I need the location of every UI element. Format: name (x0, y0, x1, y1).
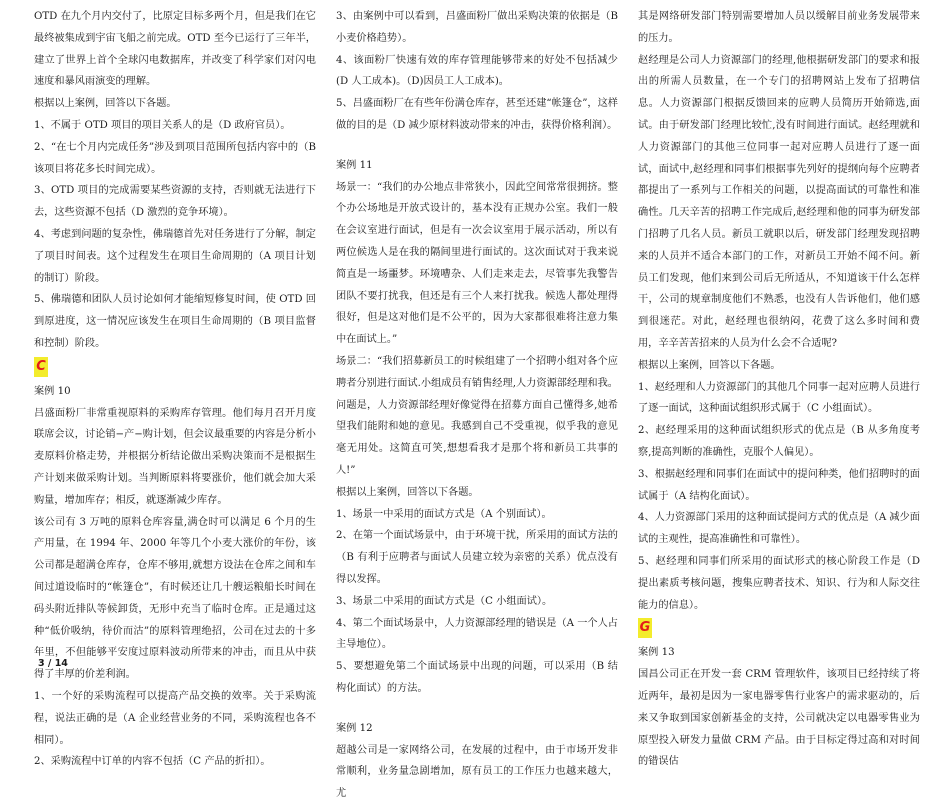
paragraph: 4、考虑到问题的复杂性，佛瑞德首先对任务进行了分解，制定了项目时间表。这个过程发生在项目生命周期的（A 项目计划的制订）阶段。 (34, 228, 316, 284)
paragraph: 吕盛面粉厂非常重视原料的采购库存管理。他们每月召开月度联席会议，讨论销−产−购计划，但会议最重要的内容是分析小麦原料价格走势，并根据分析结论做出采购决策而不是根据生产计划来做采购计划。当判断原料将要涨价，他们就会加大采购量，增加库存；相反，就逐渐减少库存。 (34, 407, 316, 506)
paragraph: 赵经理是公司人力资源部门的经理,他根据研发部门的要求和报出的所需人员数量，在一个专门的招聘网站上发布了招聘信息。人力资源部门根据反馈回来的应聘人员简历开始筛选,面试。由于研发部门经理比较忙,没有时间进行面试。赵经理就和人力资源部门的其他三位同事一起对应聘人员进行了逐一面试，面试中,赵经理和同事们根据事先列好的提纲向每个应聘者都提出了一系列与工作相关的问题，以提高面试的可靠性和准确性。几天辛苦的招聘工作完成后,赵经理和他的同事为研发部门招聘了几名人员。新员工就职以后，研发部门经理发现招聘来的人员并不适合本部门的工作，对新员工开始不闻不问。新员工们发现，他们来到公司后无所适从，不知道该干什么怎样干，公司的规章制度他们不熟悉，也没有人告诉他们，他们感到很迷茫。对此，赵经理也很纳闷，花费了这么多时间和费用，辛辛苦苦招来的人员为什么会不合适呢? (638, 54, 920, 349)
section-letter-badge: C (34, 357, 48, 377)
paragraph: 2、“在七个月内完成任务”涉及到项目范围所包括内容中的（B 该项目将花多长时间完成）。 (34, 141, 316, 175)
paragraph: 5、要想避免第二个面试场景中出现的问题，可以采用（B 结构化面试）的方法。 (336, 661, 618, 694)
paragraph: 4、该面粉厂快速有效的库存管理能够带来的好处不包括减少(D 人工成本)。（D)因员工人工成本)。 (336, 54, 618, 88)
paragraph: 案例 11 (336, 159, 373, 171)
paragraph: 5、佛瑞德和团队人员讨论如何才能缩短修复时间，使 OTD 回到原进度，这一情况应该发生在项目生命周期的（B 项目监督和控制）阶段。 (34, 294, 316, 349)
paragraph: 1、一个好的采购流程可以提高产品交换的效率。关于采购流程，说法正确的是（A 企业经营业务的不同，采购流程也各不相同）。 (34, 690, 316, 746)
paragraph: 3、由案例中可以看到，吕盛面粉厂做出采购决策的依据是（B 小麦价格趋势）。 (336, 11, 618, 44)
paragraph: 3、根据赵经理和同事们在面试中的提问种类，他们招聘时的面试属于（A 结构化面试）。 (638, 468, 920, 502)
paragraph: 该公司有 3 万吨的原料仓库容量,满仓时可以满足 6 个月的生产用量，在 1994 年、2000 年等几个小麦大涨价的年份，该公司都是超满仓库存，仓库不够用,就想方设法在仓库之间和车间过道设临时的“帐篷仓”，有时候还让几十艘运粮船长时间在码头附近排队等候卸货，无形中充当了临时仓库。正是通过这种“低价吸纳，待价而沽”的原料管理绝招，公司在过去的十多年里，不但能够平安度过原料波动所带来的冲击，而且从中获得了丰厚的价差利润。 (34, 516, 316, 681)
paragraph: 场景一：“我们的办公地点非常狭小，因此空间常常很拥挤。整个办公场地是开放式设计的，基本没有正规办公室。我们一般在会议室进行面试，但是有一次会议室用于展示活动，所以有两位候选人是在我的隔间里进行面试的。这次面试对于我来说简直是一场噩梦。环境嘈杂、人们走来走去，尽管事先我警告团队不要打扰我，但还是有三个人来打扰我。候选人都处理得很好，但是这对他们是不公平的，因为大家都很难将注意力集中在面试上。” (336, 181, 618, 346)
paragraph: 5、吕盛面粉厂在有些年份满仓库存，甚至还建“帐篷仓”，这样做的目的是（D 减少原材料波动带来的冲击，获得价格利润）。 (336, 98, 618, 131)
paragraph: 4、第二个面试场景中，人力资源部经理的错误是（A 一个人占主导地位）。 (336, 617, 618, 651)
paragraph-spacer (336, 700, 618, 718)
paragraph: 案例 10 (34, 385, 71, 397)
paragraph: 2、在第一个面试场景中，由于环境干扰，所采用的面试方法的（B 有利于应聘者与面试人员建立较为亲密的关系）优点没有得以发挥。 (336, 530, 618, 585)
section-letter-badge: G (638, 618, 652, 638)
paragraph: 超越公司是一家网络公司，在发展的过程中，由于市场开发非常顺利，业务量急剧增加，原有员工的工作压力也越来越大，尤 (336, 744, 618, 800)
paragraph: 案例 13 (638, 647, 675, 659)
text-column-2 (336, 6, 618, 805)
paragraph: 3、OTD 项目的完成需要某些资源的支持，否则就无法进行下去，这些资源不包括（D 激烈的竞争环境）。 (34, 185, 316, 219)
paragraph: 根据以上案例，回答以下各题。 (638, 359, 781, 371)
paragraph: 场景二：“我们招募新员工的时候组建了一个招聘小组对各个应聘者分别进行面试.小组成员有销售经理,人力资源部经理和我。问题是，人力资源部经理好像觉得在招募方面自己懂得多,她希望我们能附和她的意见。我感到自己不受重视，似乎我的意见毫无用处。这简直可笑,想想看我才是那个将和新员工共事的人!” (336, 355, 618, 476)
paragraph: 案例 12 (336, 722, 373, 734)
page-number: 3 / 14 (38, 658, 68, 669)
paragraph: 根据以上案例，回答以下各题。 (336, 486, 479, 498)
paragraph: 1、赵经理和人力资源部门的其他几个同事一起对应聘人员进行了逐一面试，这种面试组织形式属于（C 小组面试）。 (638, 381, 920, 415)
paragraph: 根据以上案例，回答以下各题。 (34, 98, 177, 110)
paragraph-spacer (336, 137, 618, 155)
paragraph: 2、采购流程中订单的内容不包括（C 产品的折扣）。 (34, 756, 271, 768)
text-column-1 (34, 6, 316, 773)
paragraph: 4、人力资源部门采用的这种面试提问方式的优点是（A 减少面试的主观性，提高准确性和可靠性）。 (638, 512, 920, 546)
paragraph: OTD 在九个月内交付了，比原定目标多两个月，但是我们在它最终被集成到宇宙飞船之前完成。OTD 至今已运行了三年半，建立了世界上首个全球闪电数据库，并改变了科学家们对闪电速度和暴风雨演变的理解。 (34, 11, 316, 88)
paragraph: 3、场景二中采用的面试方式是（C 小组面试）。 (336, 595, 553, 607)
paragraph: 其是网络研发部门特别需要增加人员以缓解目前业务发展带来的压力。 (638, 11, 920, 44)
paragraph: 1、场景一中采用的面试方式是（A 个别面试）。 (336, 508, 552, 520)
paragraph: 5、赵经理和同事们所采用的面试形式的核心阶段工作是（D 提出素质考核问题，搜集应聘者技术、知识、行为和人际交往能力的信息）。 (638, 555, 920, 611)
paragraph: 国昌公司正在开发一套 CRM 管理软件，该项目已经持续了将近两年，最初是因为一家电器零售行业客户的需求驱动的，后来又争取到国家创新基金的支持，公司就决定以电器零售业为原型投入研发力量做 CRM 产品。由于目标定得过高和对时间的错误估 (638, 669, 920, 768)
paragraph: 2、赵经理采用的这种面试组织形式的优点是（B 从多角度考察,提高判断的准确性，克服个人偏见）。 (638, 425, 920, 458)
paragraph: 1、不属于 OTD 项目的项目关系人的是（D 政府官员）。 (34, 119, 291, 131)
text-column-3 (638, 6, 920, 773)
